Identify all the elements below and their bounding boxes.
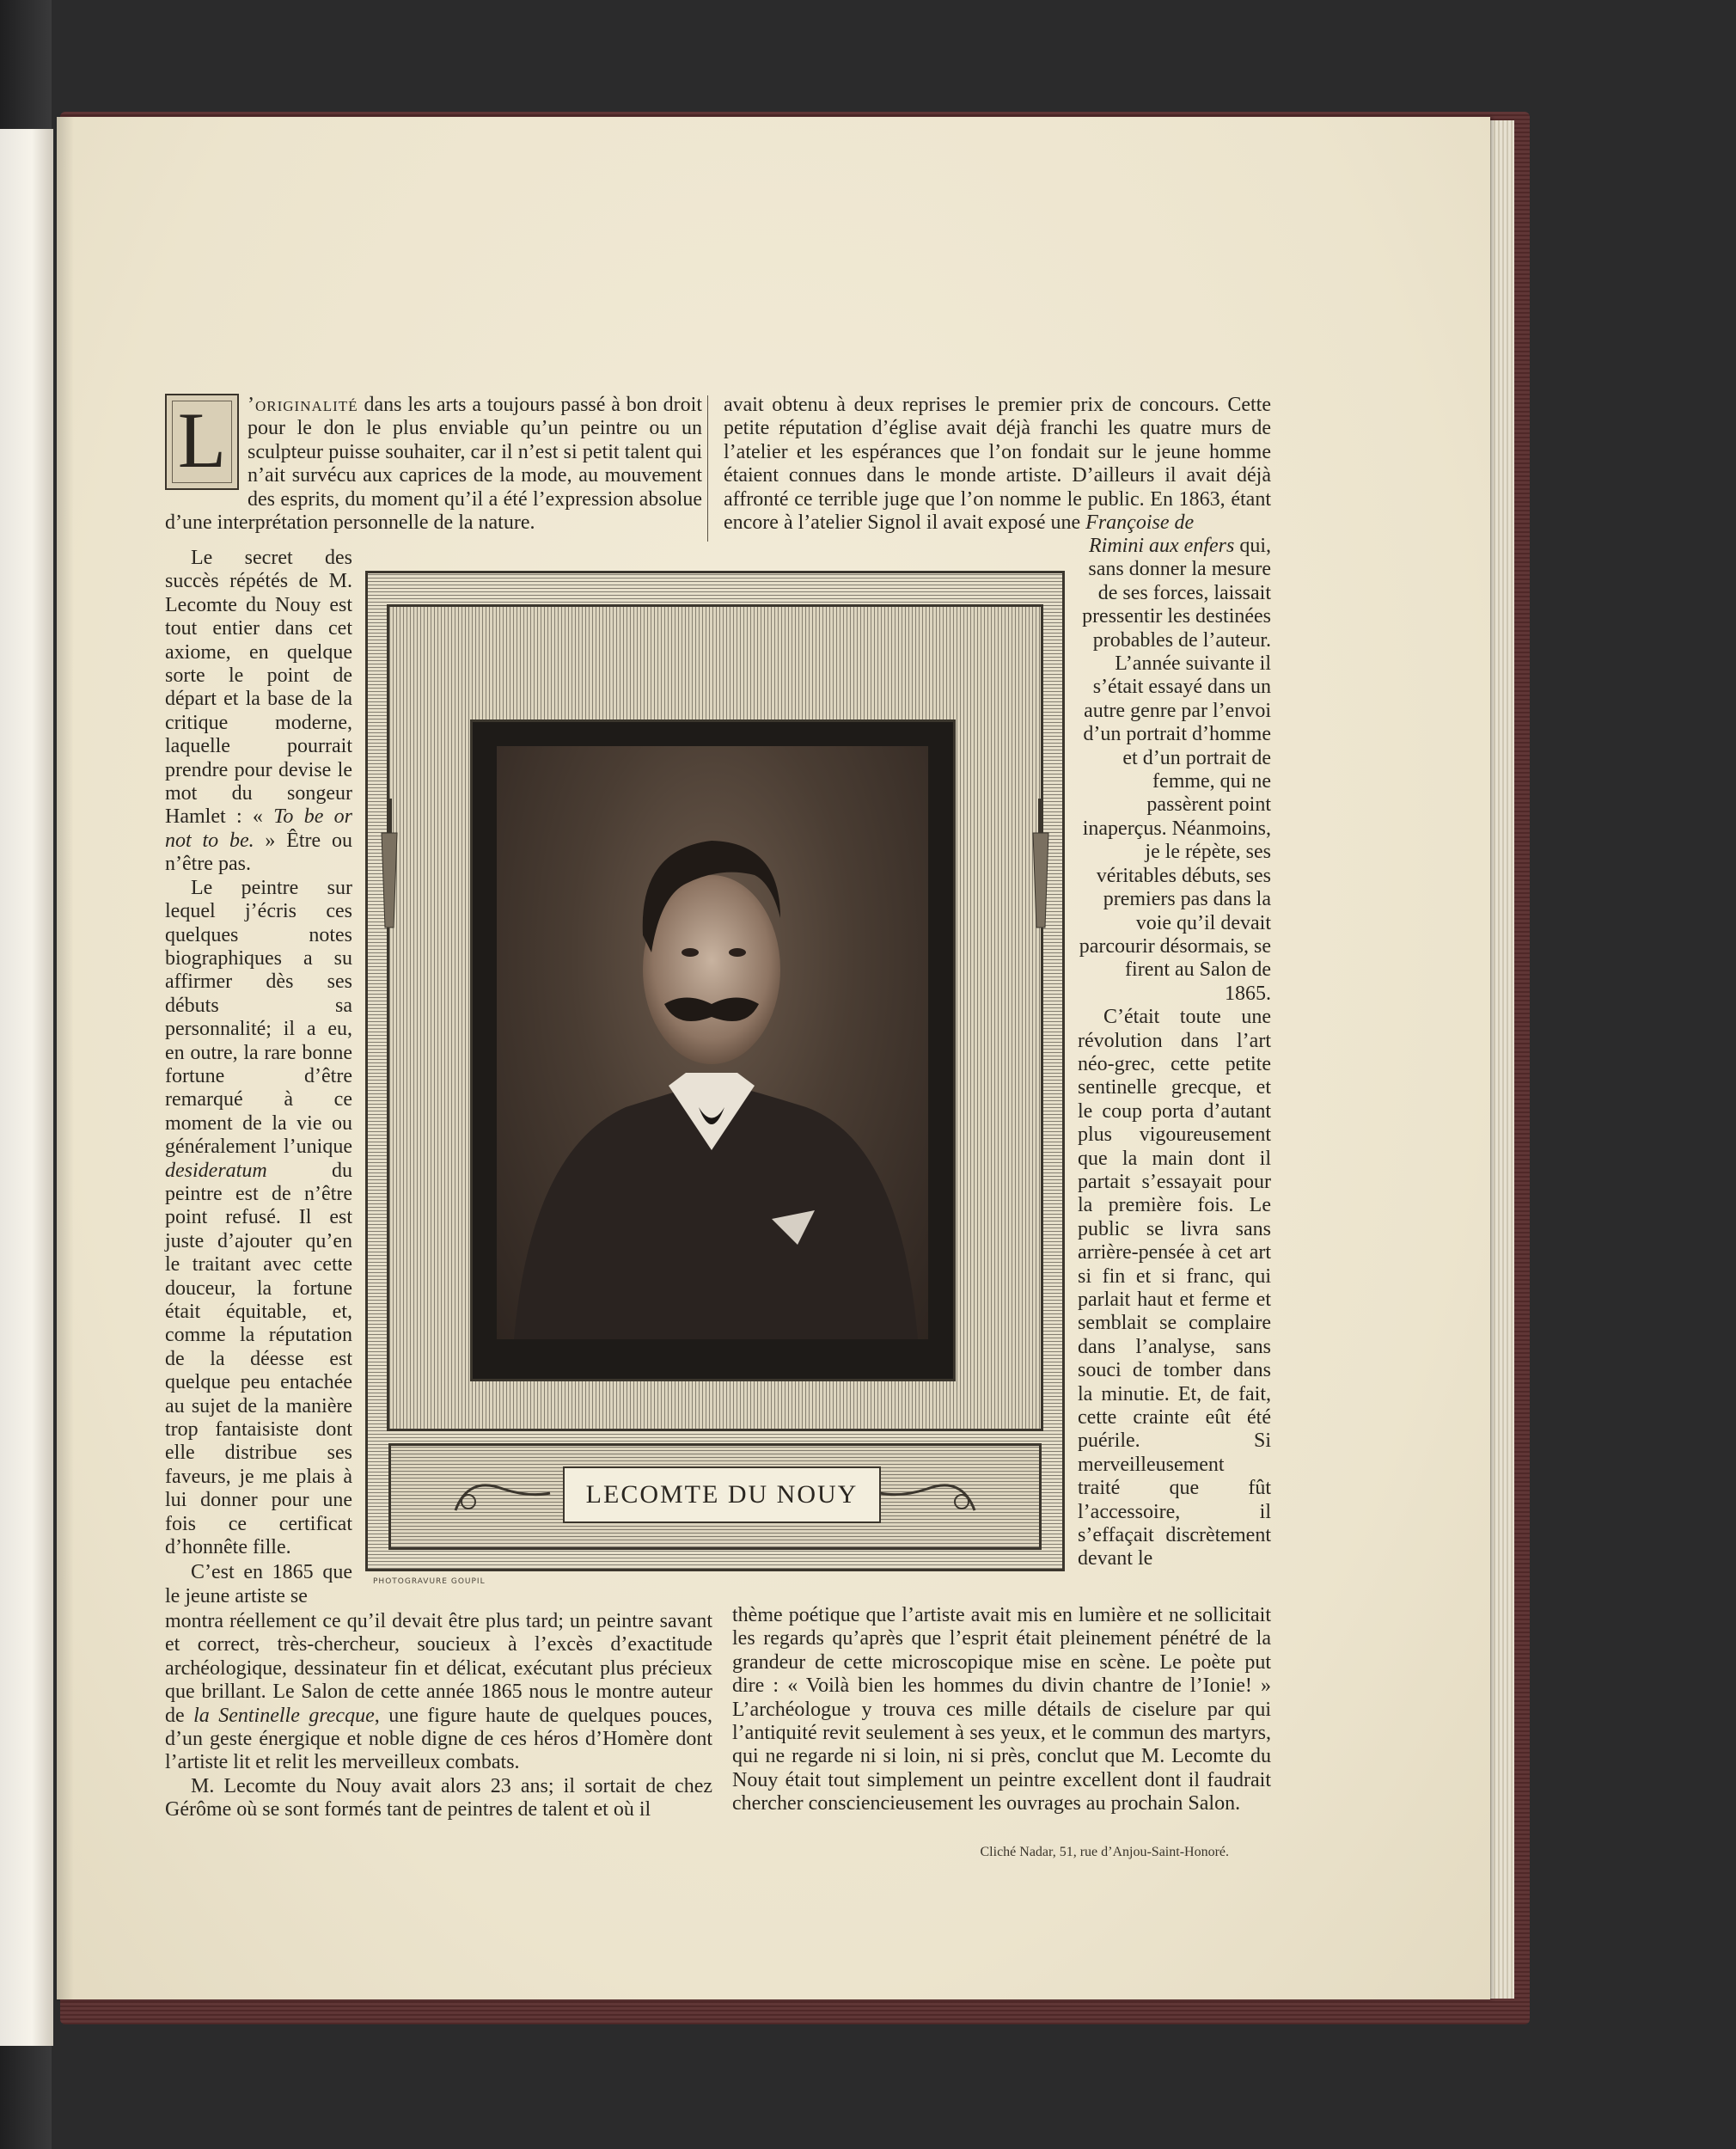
photo-mount [470, 719, 956, 1381]
left-scroll-ornament [451, 1472, 554, 1515]
paragraph-3-end: du peintre est de n’être point refusé. Il est juste d’ajouter qu’en le traitant avec cette douceur, la fortune était équitable, et, comme la réputation de la déesse est quelque peu entachée au sujet de la manière trop fantaisiste dont elle distribue ses faveurs, je me plais à lui donner pour une fois ce certificat d’honnête fille. [165, 1159, 352, 1559]
paragraph-4-body: montra réellement ce qu’il devait être plus tard; un peintre savant et correct, très-chercheur, soucieux à l’excès d’exactitude archéologique, dessinateur fin et délicat, exécutant plus précieux que brillant. Le Salon de cette année 1865 nous le montre auteur de [165, 1610, 712, 1727]
dropcap-ornament [165, 394, 239, 490]
paragraph-4-start: C’est en 1865 que le jeune artiste se [165, 1561, 352, 1607]
book-spine-left-page-edge [0, 129, 53, 2046]
right-top-column [724, 394, 1271, 535]
paragraph-1: dans les arts a toujours passé à bon droit pour le don le plus enviable qu’un peintre ou un sculpteur puisse souhaiter, car il n’est si petit talent qui n’ait survécu aux caprices de la mode, au mouvement des esprits, du moment qu’il a été l’expression absolue d’une interprétation personnelle de la nature. [165, 394, 703, 535]
paragraph-2-end: » Être ou n’être pas. [165, 829, 352, 876]
portrait-frame [365, 571, 1065, 1586]
photo-credit: Cliché Nadar, 51, rue d’Anjou-Saint-Honoré. [980, 1845, 1229, 1859]
desideratum-italic: desideratum [165, 1159, 267, 1182]
article-intro [165, 394, 702, 535]
paragraph-4-end: , une figure haute de quelques pouces, d’un geste énergique et noble digne de ces héros d’Homère dont l’artiste lit et relit les merveilleux combats. [165, 1704, 713, 1774]
paragraph-3: Le peintre sur lequel j’écris ces quelques notes biographiques a su affirmer dès ses débuts sa personnalité; il a eu, en outre, la rare bonne fortune d’être remarqué à ce moment de la vie ou généralement l’unique [165, 876, 352, 1159]
engraver-credit: PHOTOGRAVURE GOUPIL [373, 1577, 486, 1586]
paragraph-5: M. Lecomte du Nouy avait alors 23 ans; il sortait de chez Gérôme où se sont formés tant de peintres de talent et où il [165, 1774, 712, 1821]
portrait-figure [497, 746, 928, 1339]
right-paragraph-1: avait obtenu à deux reprises le premier prix de concours. Cette petite réputation d’église avait déjà franchi les quatre murs de l’atelier et les espérances que l’on fondait sur le jeune homme étaient connues dans le monde artiste. D’ailleurs il avait déjà affronté ce terrible juge que l’on nomme le public. En 1863, étant encore à l’atelier Signol il avait exposé une [724, 394, 1271, 535]
left-tassel-ornament [380, 799, 399, 936]
right-paragraph-2: C’était toute une révolution dans l’art néo-grec, cette petite sentinelle grecque, et le coup porta d’autant plus vigoureusement que la main dont il partait s’essayait pour la première fois. Le public se livra sans arrière-pensée à cet art si fin et si franc, qui parlait haut et ferme et semblait se complaire dans l’analyse, sans souci de tomber dans la minutie. Et, de fait, cette crainte eût été puérile. Si merveilleusement traité que fût l’accessoire, il s’effaçait discrètement devant le [1078, 1006, 1271, 1570]
dropcap-letter: L [177, 396, 227, 484]
left-bottom-column [165, 1610, 712, 1822]
page-gutter-shadow [57, 117, 74, 1999]
portrait-photograph [497, 746, 928, 1339]
right-paragraph-3: thème poétique que l’artiste avait mis en lumière et ne sollicitait les regards qu’après que l’esprit était pleinement pénétré de la grandeur de cette microscopique mise en scène. Le poète put dire : « Voilà bien les hommes du divin chantre de l’Ionie! » L’archéologue y trouva ces mille détails de ciselure par qui l’antiquité revit seulement à ses yeux, et le commun des martyrs, qui ne regarde ni si loin, ni si près, conclut que M. Lecomte du Nouy était tout simplement un peintre excellent dont il faudrait chercher consciencieusement les ouvrages au prochain Salon. [732, 1604, 1271, 1815]
paragraph-2: Le secret des succès répétés de M. Lecomte du Nouy est tout entier dans cet axiome, en quelque sorte le point de départ et la base de la critique moderne, laquelle pourrait prendre pour devise le mot du songeur Hamlet : « [165, 547, 352, 829]
right-narrow-column [1078, 535, 1271, 1571]
opening-smallcaps: ’originalité [248, 394, 358, 416]
francoise-italic: Françoise de [1085, 511, 1195, 535]
rimini-italic: Rimini aux enfers [1089, 535, 1235, 557]
hamlet-quote: To be or not to be. [165, 805, 353, 852]
portrait-nameplate: LECOMTE DU NOUY [563, 1466, 881, 1523]
right-scroll-ornament [876, 1472, 979, 1515]
frame-plinth [388, 1443, 1042, 1550]
right-bottom-column [732, 1604, 1271, 1816]
column-divider [707, 395, 708, 542]
left-narrow-column [165, 547, 352, 1608]
sentinelle-italic: la Sentinelle grecque [193, 1704, 375, 1727]
right-paragraph-1-cont: qui, sans donner la mesure de ses forces, laissait pressentir les destinées probables de l’auteur. L’année suivante il s’était essayé dans un autre genre par l’envoi d’un portrait d’homme et d’un portrait de femme, qui ne passèrent point inaperçus. Néanmoins, je le répète, ses véritables débuts, ses premiers pas dans la voie qu’il devait parcourir désormais, se firent au Salon de 1865. [1079, 535, 1271, 1005]
right-tassel-ornament [1031, 799, 1050, 936]
